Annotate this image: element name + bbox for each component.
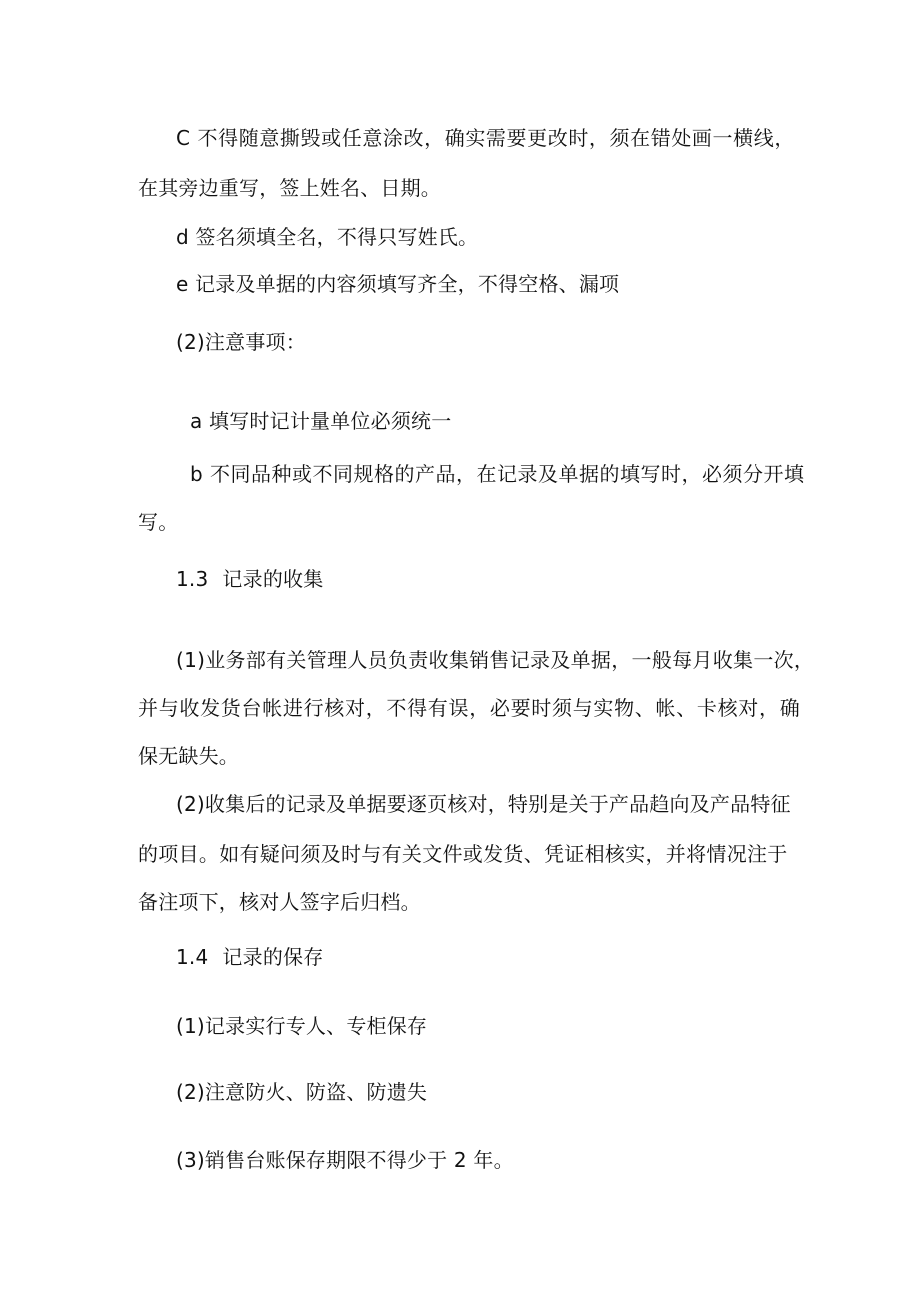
section-number: 1.3	[176, 567, 209, 591]
paragraph-line: 写。	[138, 510, 179, 534]
paragraph-line: 保无缺失。	[138, 744, 239, 768]
paragraph-line: (2)收集后的记录及单据要逐页核对，特别是关于产品趋向及产品特征	[176, 792, 791, 816]
subheading: (2)注意事项：	[176, 330, 306, 354]
section-title: 记录的收集	[222, 567, 324, 591]
paragraph-line: (3)销售台账保存期限不得少于 2 年。	[176, 1148, 514, 1172]
paragraph-line: a 填写时记计量单位必须统一	[190, 409, 452, 433]
paragraph-line: e 记录及单据的内容须填写齐全，不得空格、漏项	[176, 272, 620, 296]
paragraph-line: C 不得随意撕毁或任意涂改，确实需要更改时，须在错处画一横线，	[176, 126, 795, 150]
paragraph-line: (2)注意防火、防盗、防遗失	[176, 1080, 428, 1104]
paragraph-line: 并与收发货台帐进行核对，不得有误，必要时须与实物、帐、卡核对，确	[138, 696, 801, 720]
paragraph-line: 的项目。如有疑问须及时与有关文件或发货、凭证相核实，并将情况注于	[138, 842, 788, 866]
paragraph-line: d 签名须填全名，不得只写姓氏。	[176, 225, 479, 249]
paragraph-line: (1)业务部有关管理人员负责收集销售记录及单据，一般每月收集一次，	[176, 648, 815, 672]
paragraph-line: 备注项下，核对人签字后归档。	[138, 890, 421, 914]
section-title: 记录的保存	[222, 945, 324, 969]
paragraph-line: b 不同品种或不同规格的产品，在记录及单据的填写时，必须分开填	[190, 462, 805, 486]
paragraph-line: (1)记录实行专人、专柜保存	[176, 1014, 428, 1038]
paragraph-line: 在其旁边重写，签上姓名、日期。	[138, 176, 441, 200]
section-number: 1.4	[176, 945, 209, 969]
section-heading-1-3	[176, 567, 323, 591]
section-heading-1-4	[176, 945, 323, 969]
